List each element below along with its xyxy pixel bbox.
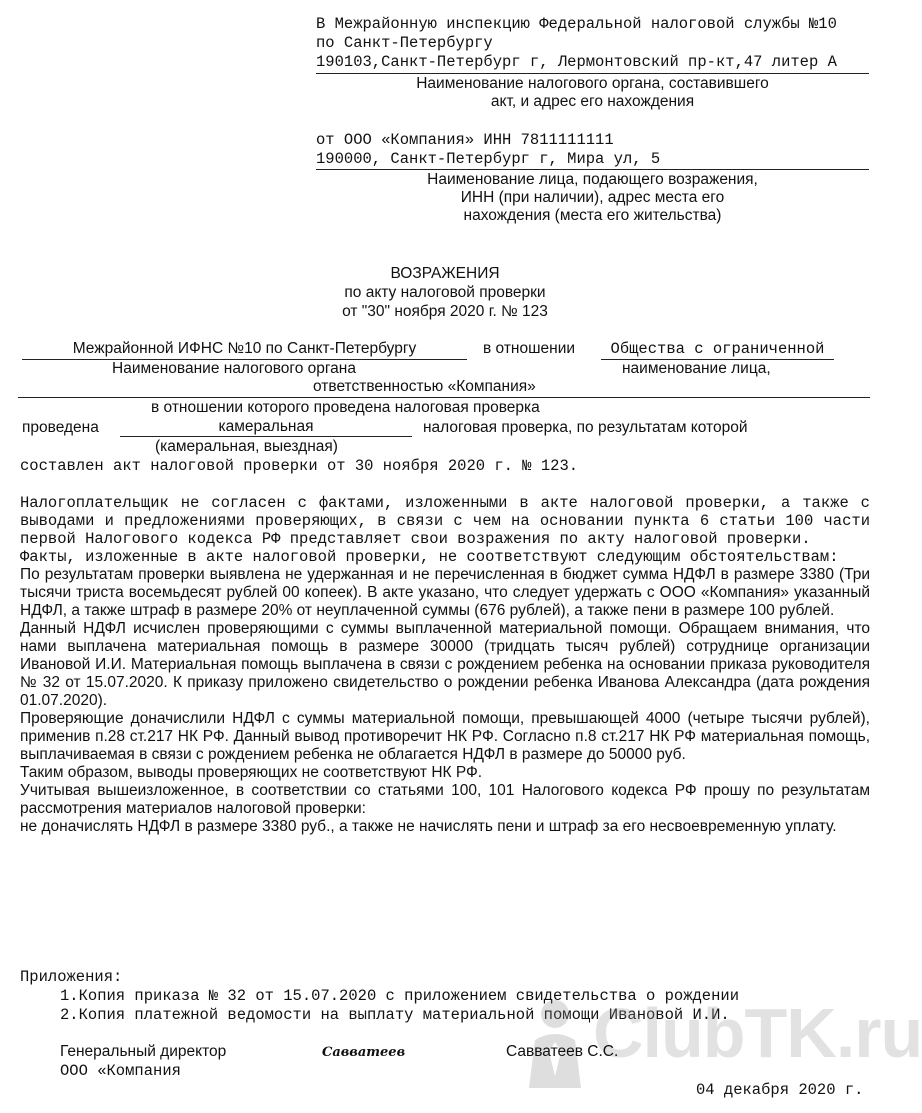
paragraph-disagreement: Налогоплательщик не согласен с фактами, изложенными в акте налоговой проверки, а также с выводами и предложениями проверяющих, в связи с чем на основании пункта 6 статьи 100 части первой Налогового кодекса РФ представляет свои возражения по акту налоговой проверки. (20, 494, 870, 548)
paragraph-request-intro: Учитывая вышеизложенное, в соответствии со статьями 100, 101 Налогового кодекса РФ прошу по результатам рассмотрения материалов налоговой проверки: (20, 782, 870, 817)
handwritten-signature: Савватеев (322, 1045, 406, 1060)
conducted-text: проведена (22, 419, 99, 436)
sender-caption-line-2: ИНН (при наличии), адрес места его (460, 189, 725, 206)
recipient-caption-line-1: Наименование налогового органа, составившего (416, 75, 769, 92)
check-type-underline (120, 436, 412, 437)
tax-authority-name: Межрайонной ИФНС №10 по Санкт-Петербургу (72, 340, 417, 357)
attachment-item: 1.Копия приказа № 32 от 15.07.2020 с приложением свидетельства о рождении (60, 987, 740, 1005)
recipient-line-1: В Межрайонную инспекцию Федеральной налоговой службы №10 (316, 15, 837, 33)
authority-caption: Наименование налогового органа (112, 360, 356, 377)
entity-name-part-1: Общества с ограниченной (610, 340, 825, 358)
paragraph-conclusion: Таким образом, выводы проверяющих не соответствуют НК РФ. (20, 764, 483, 781)
entity-caption-2: в отношении которого проведена налоговая проверка (151, 399, 540, 416)
check-result-text: налоговая проверка, по результатам которой (423, 419, 748, 436)
watermark-text: ClubTK.ru (593, 994, 922, 1072)
act-line: составлен акт налоговой проверки от 30 ноября 2020 г. № 123. (20, 457, 579, 475)
sender-caption-line-3: нахождения (места его жительства) (463, 207, 722, 224)
entity-name-part-2: ответственностью «Компания» (313, 378, 536, 395)
paragraph-request: не доначислять НДФЛ в размере 3380 руб., а также не начислять пени и штраф за его несвоевременную уплату. (20, 818, 837, 835)
paragraph-material-aid: Данный НДФЛ исчислен проверяющими с суммы выплаченной материальной помощи. Обращаем внимания, что нами выплачена материальная помощь в размере 30000 (тридцать тысяч рублей) сотруднице организации Ивановой И.И. Материальная помощь выплачена в связи с рождением ребенка на основании приказа руководителя № 32 от 15.07.2020. К приказу приложено свидетельство о рождении ребенка Иванова Александра (дата рождения 01.07.2020). (20, 620, 870, 709)
document-date: 04 декабря 2020 г. (696, 1081, 864, 1099)
sender-caption-line-1: Наименование лица, подающего возражения, (427, 171, 758, 188)
watermark-logo-icon (515, 990, 595, 1090)
recipient-line-2: по Санкт-Петербургу (316, 34, 493, 52)
recipient-underline (316, 73, 869, 74)
in-relation-text: в отношении (483, 340, 576, 357)
paragraph-findings: По результатам проверки выявлена не удержанная и не перечисленная в бюджет сумма НДФЛ в размере 3380 (Три тысячи триста восемьдесят рублей 00 копеек). В акте указано, что следует удержать с ООО «Компания» указанный НДФЛ, а также штраф в размере 20% от неуплаченной суммы (676 рублей), а также пени в размере 100 рублей. (20, 566, 870, 619)
sender-underline (316, 169, 869, 170)
document-subtitle: по акту налоговой проверки (344, 284, 546, 301)
attachment-item: 2.Копия платежной ведомости на выплату материальной помощи Ивановой И.И. (60, 1006, 730, 1024)
sender-line-1: от ООО «Компания» ИНН 7811111111 (316, 131, 614, 149)
check-type-caption: (камеральная, выездная) (155, 438, 338, 455)
check-type-value: камеральная (218, 418, 314, 435)
signatory-name: Савватеев С.С. (506, 1043, 619, 1060)
attachments-heading: Приложения: (20, 968, 123, 986)
document-title: ВОЗРАЖЕНИЯ (390, 265, 500, 282)
entity-caption: наименование лица, (622, 360, 771, 377)
paragraph-tax-code: Проверяющие доначислили НДФЛ с суммы материальной помощи, превышающей 4000 (четыре тысячи рублей), применив п.28 ст.217 НК РФ. Данный вывод противоречит НК РФ. Согласно п.8 ст.217 НК РФ материальная помощь, выплачиваемая в связи с рождением ребенка не облагается НДФЛ в размере до 50000 руб. (20, 710, 870, 763)
signatory-company: ООО «Компания (60, 1062, 181, 1080)
entity-full-underline (18, 397, 870, 398)
paragraph-facts-intro: Факты, изложенные в акте налоговой проверки, не соответствуют следующим обстоятельствам: (20, 548, 839, 566)
objection-body (20, 494, 870, 836)
document-act-reference: от "30" ноября 2020 г. № 123 (342, 303, 548, 320)
recipient-caption-line-2: акт, и адрес его нахождения (490, 93, 695, 110)
signatory-position: Генеральный директор (60, 1043, 227, 1060)
sender-address: 190000, Санкт-Петербург г, Мира ул, 5 (316, 150, 661, 168)
recipient-address: 190103,Санкт-Петербург г, Лермонтовский пр-кт,47 литер А (316, 53, 837, 71)
